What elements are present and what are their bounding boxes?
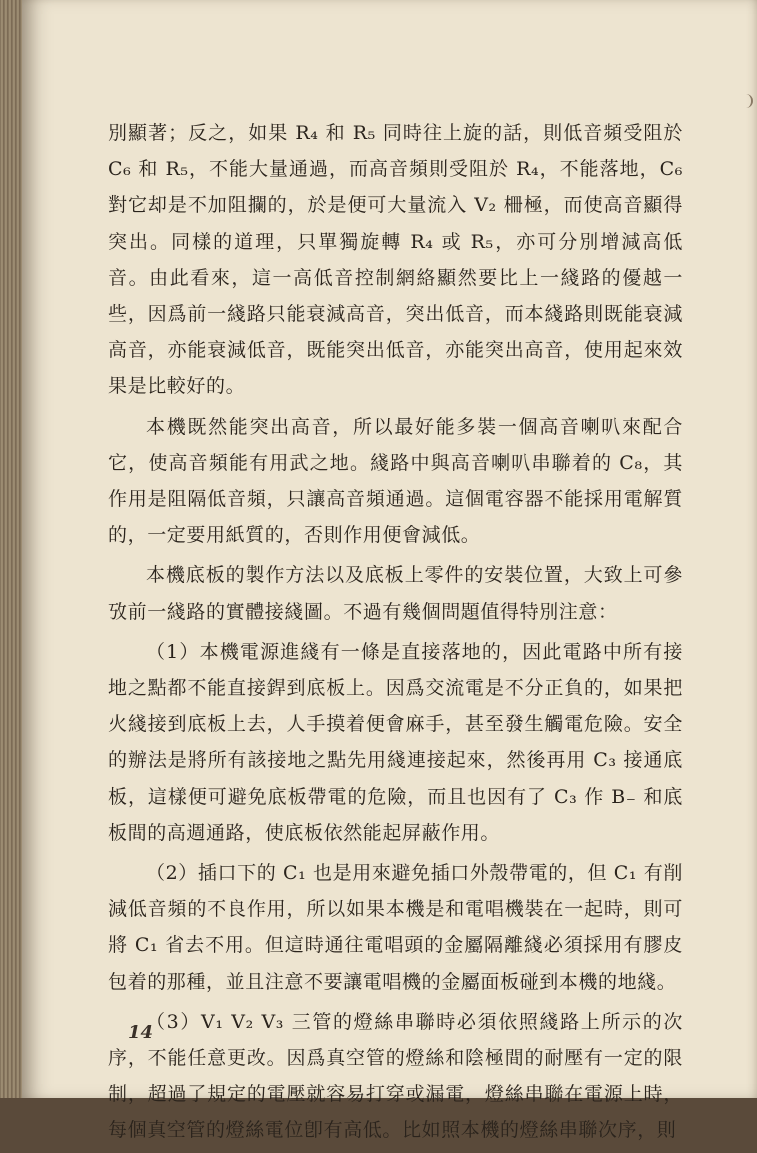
list-item-2: （2）插口下的 C₁ 也是用來避免插口外殼帶電的，但 C₁ 有削減低音頻的不良作用，所以如果本機是和電唱機裝在一起時，則可將 C₁ 省去不用。但這時通往電唱頭的金屬隔離綫必須採用有膠皮包着的那種，並且注意不要讓電唱機的金屬面板碰到本機的地綫。 xyxy=(108,862,683,993)
paragraph-continuation: 別顯著；反之，如果 R₄ 和 R₅ 同時往上旋的話，則低音頻受阻於 C₆ 和 R₅，不能大量通過，而高音頻則受阻於 R₄，不能落地，C₆ 對它却是不加阻攔的，於是便可大量流入 V₂ 柵極，而使高音顯得突出。同樣的道理，只單獨旋轉 R₄ 或 R₅，亦可分別增減高低音。由此看來，這一高低音控制網絡顯然要比上一綫路的優越一些，因爲前一綫路只能衰減高音，突出低音，而本綫路則既能衰減高音，亦能衰減低音，既能突出低音，亦能突出高音，使用起來效果是比較好的。 xyxy=(108,122,683,398)
margin-mark xyxy=(745,94,753,108)
page-body xyxy=(108,115,683,1153)
list-item-3: （3）V₁ V₂ V₃ 三管的燈絲串聯時必須依照綫路上所示的次序，不能任意更改。因爲真空管的燈絲和陰極間的耐壓有一定的限制，超過了規定的電壓就容易打穿或漏電，燈絲串聯在電源上時，每個真空管的燈絲電位卽有高低。比如照本機的燈絲串聯次序，則 xyxy=(108,1010,683,1142)
page-number: 14 xyxy=(128,1022,154,1043)
list-item-1: （1）本機電源進綫有一條是直接落地的，因此電路中所有接地之點都不能直接銲到底板上。因爲交流電是不分正負的，如果把火綫接到底板上去，人手摸着便會麻手，甚至發生觸電危險。安全的辦法是將所有該接地之點先用綫連接起來，然後再用 C₃ 接通底板，這樣便可避免底板帶電的危險，而且也因有了 C₃ 作 B₋ 和底板間的高週通路，使底板依然能起屏蔽作用。 xyxy=(108,640,683,844)
paragraph-chassis: 本機底板的製作方法以及底板上零件的安裝位置，大致上可參攷前一綫路的實體接綫圖。不過有幾個問題值得特別注意： xyxy=(108,564,683,623)
paragraph-tweeter: 本機既然能突出高音，所以最好能多裝一個高音喇叭來配合它，使高音頻能有用武之地。綫路中與高音喇叭串聯着的 C₈，其作用是阻隔低音頻，只讓高音頻通過。這個電容器不能採用電解質的，一定要用紙質的，否則作用便會減低。 xyxy=(108,415,683,547)
